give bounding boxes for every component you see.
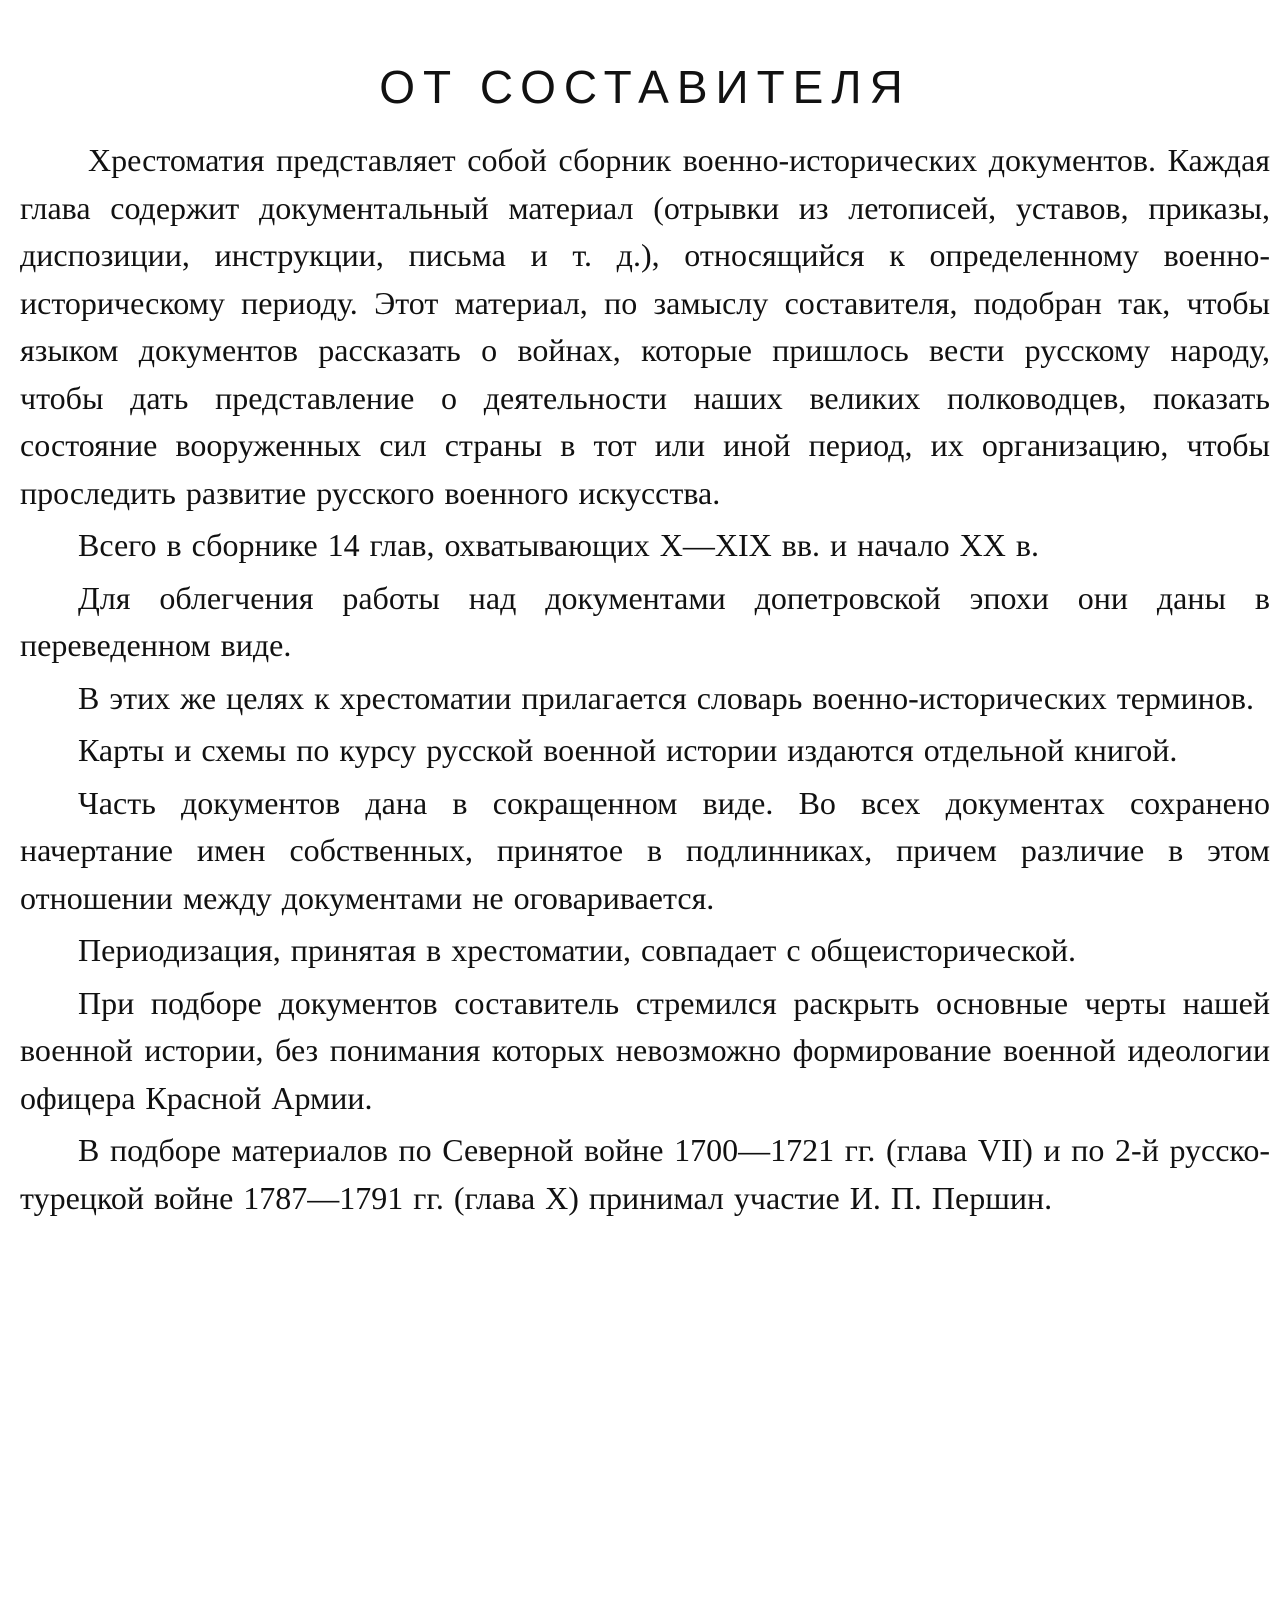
document-page xyxy=(20,0,1270,1227)
paragraph-dictionary: В этих же целях к хрестоматии прилагается словарь военно-исторических терминов. xyxy=(78,679,1255,716)
paragraph-credits: В подборе материалов по Северной войне 1700—1721 гг. (глава VII) и по 2-й русско-турецкой войне 1787—1791 гг. (глава X) принимал участие И. П. Першин. xyxy=(20,1132,1270,1216)
paragraph-maps: Карты и схемы по курсу русской военной истории издаются отдельной книгой. xyxy=(78,732,1178,769)
paragraph-selection: При подборе документов составитель стремился раскрыть основные черты нашей военной истории, без понимания которых невозможно формирование военной идеологии офицера Красной Армии. xyxy=(20,984,1270,1116)
paragraph-periodization: Периодизация, принятая в хрестоматии, совпадает с общеисторической. xyxy=(78,932,1077,969)
paragraph-chapters: Всего в сборнике 14 глав, охватывающих X—XIX вв. и начало XX в. xyxy=(78,527,1039,564)
paragraph-intro: Хрестоматия представляет собой сборник военно-исторических документов. Каждая глава содержит документальный материал (отрывки из летописей, уставов, приказы, диспозиции, инструкции, письма и т. д.), относящийся к определенному военно-историческому периоду. Этот материал, по замыслу составителя, подобран так, чтобы языком документов рассказать о войнах, которые пришлось вести русскому народу, чтобы дать представление о деятельности наших великих полководцев, показать состояние вооруженных сил страны в тот или иной период, их организацию, чтобы проследить развитие русского военного искусства. xyxy=(20,142,1270,511)
page-title: ОТ СОСТАВИТЕЛЯ xyxy=(379,61,911,113)
paragraph-abridged: Часть документов дана в сокращенном виде. Во всех документах сохранено начертание имен собственных, принятое в подлинниках, причем различие в этом отношении между документами не оговаривается. xyxy=(20,784,1270,916)
paragraph-translation: Для облегчения работы над документами допетровской эпохи они даны в переведенном виде. xyxy=(20,579,1270,664)
